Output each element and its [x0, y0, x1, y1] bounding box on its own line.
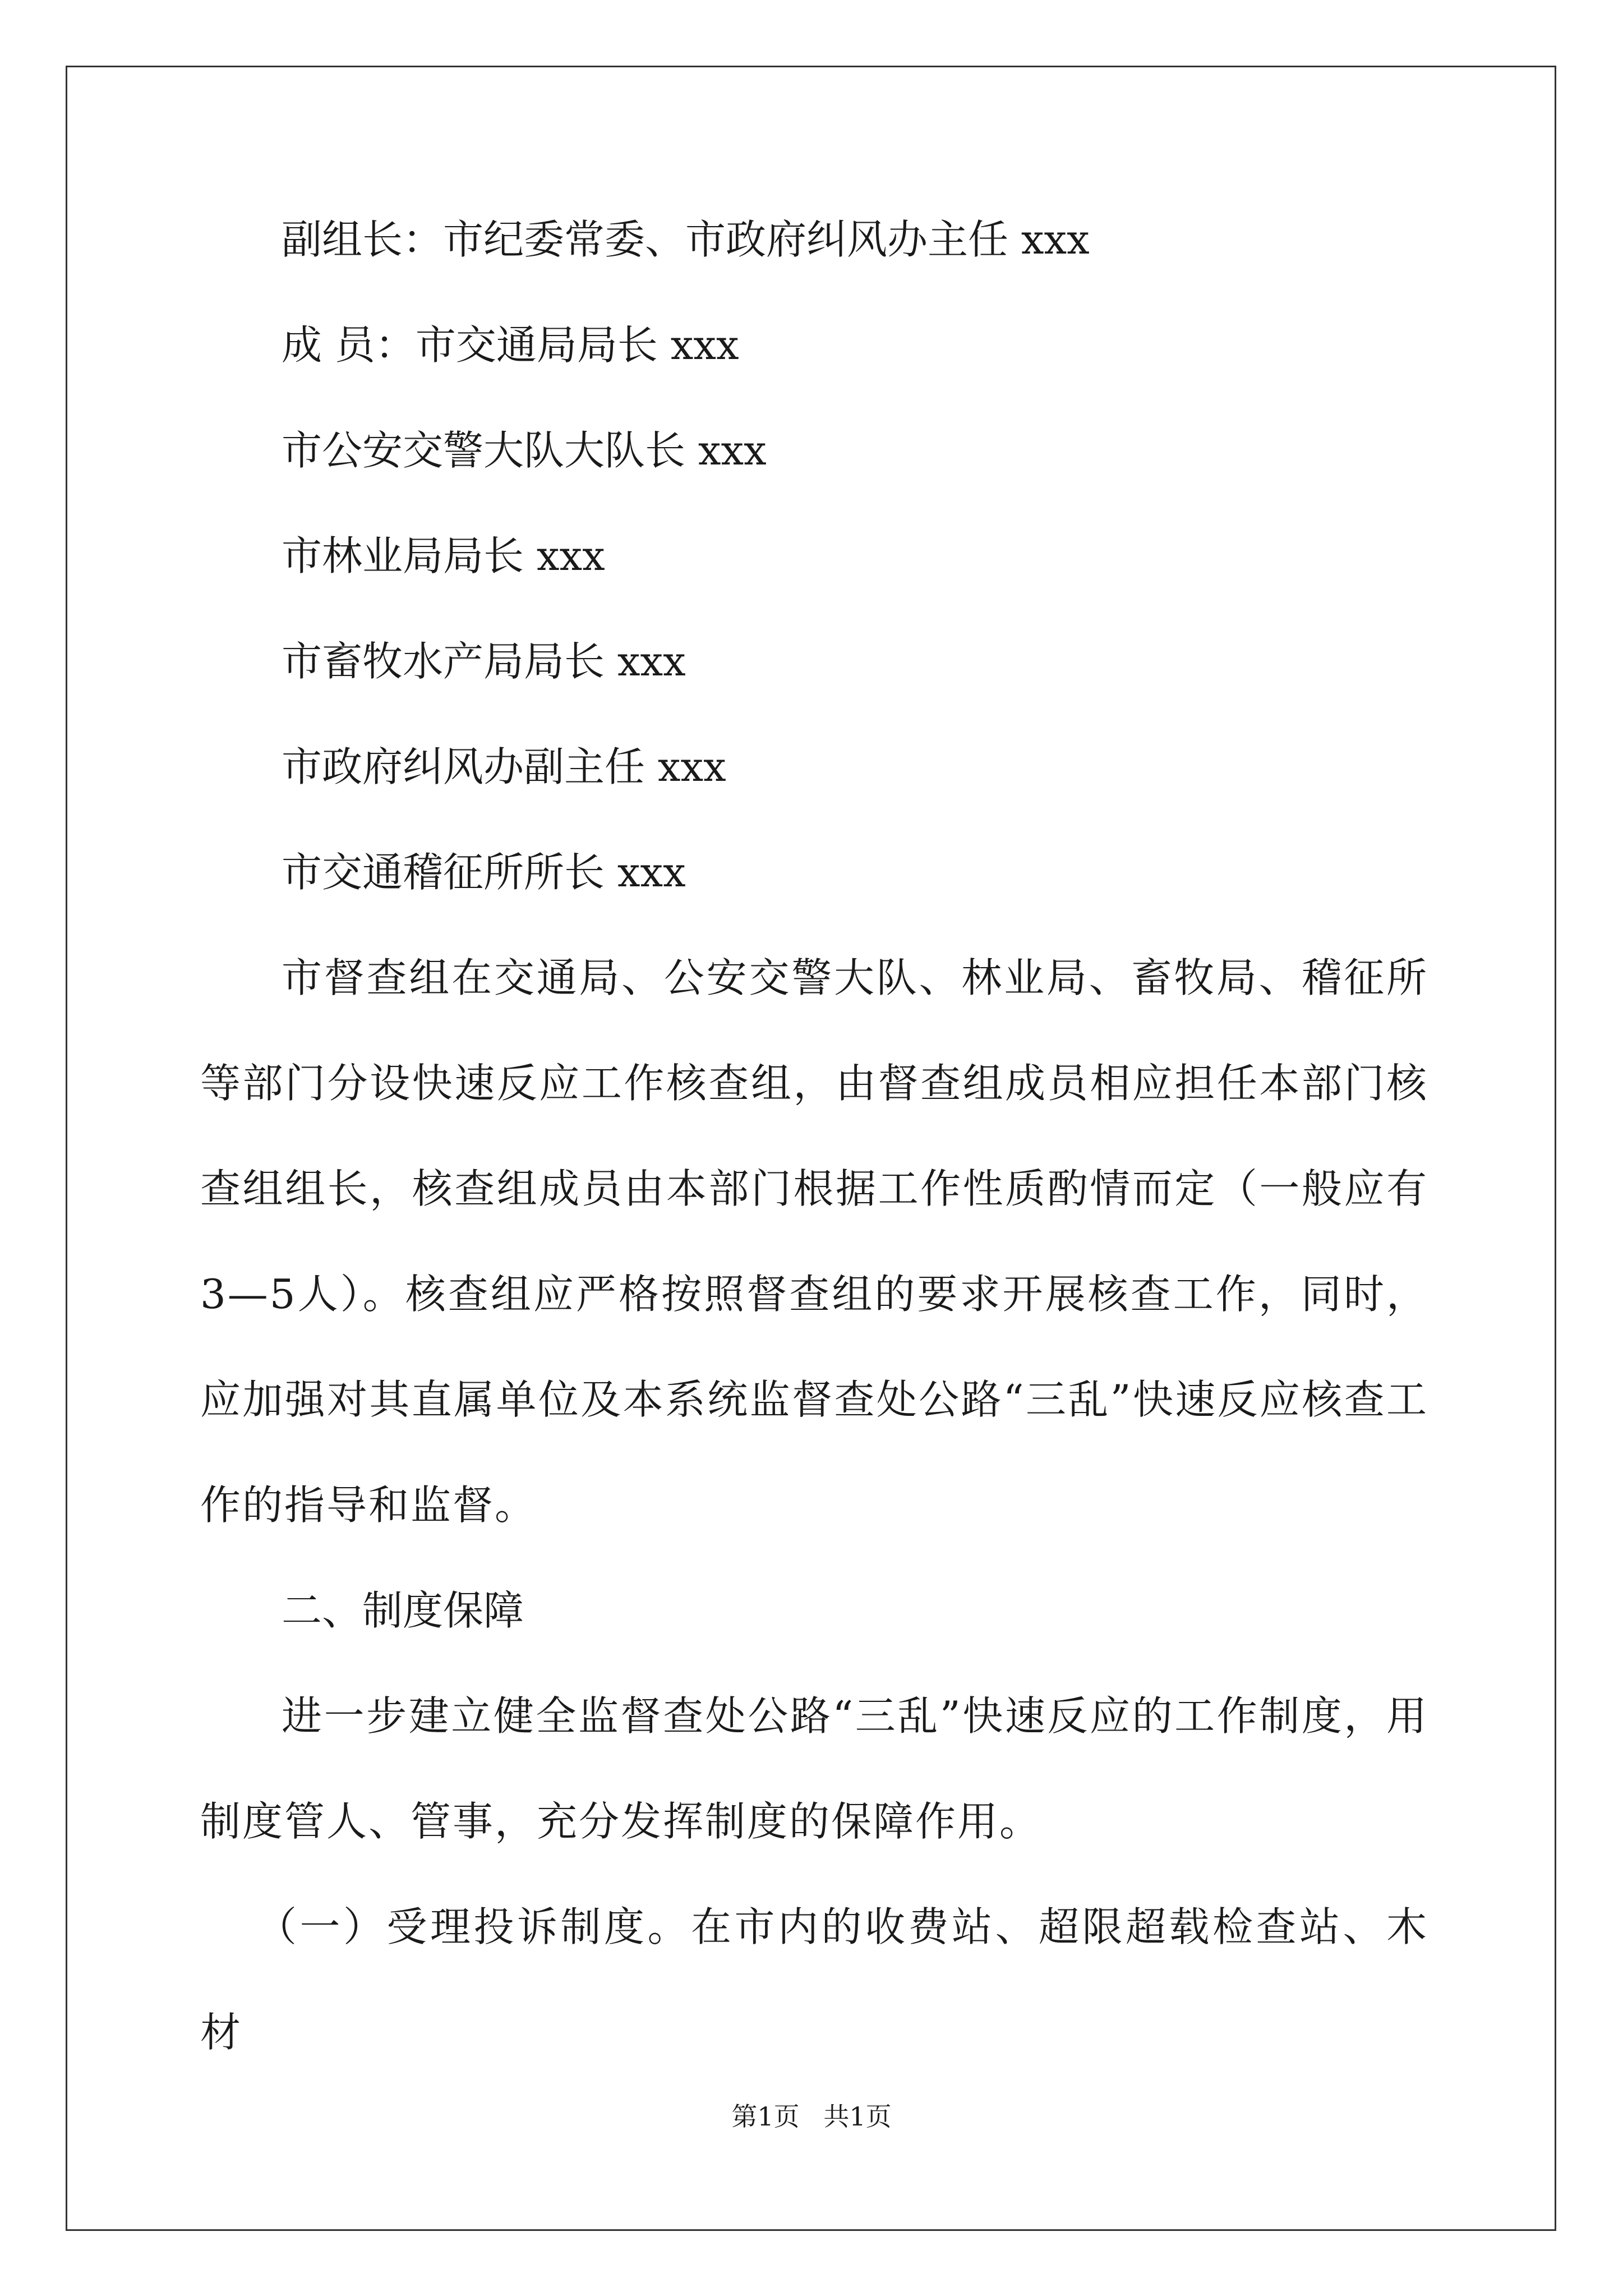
page-footer: [0, 2101, 1623, 2132]
page-number-total: 共1页: [823, 2101, 892, 2132]
text-line-member-forestry: 市林业局局长 xxx: [282, 532, 605, 579]
text-line-member-deputy-director: 市政府纠风办副主任 xxx: [282, 743, 726, 790]
text-line-member-livestock: 市畜牧水产局局长 xxx: [282, 638, 686, 685]
paragraph-inspection-groups: 市督查组在交通局、公安交警大队、林业局、畜牧局、稽征所等部门分设快速反应工作核查组，由督查组成员相应担任本部门核查组组长，核查组成员由本部门根据工作性质酌情而定（一般应有3—5人）。核查组应严格按照督查组的要求开展核查工作，同时，应加强对其直属单位及本系统监督查处公路“三乱”快速反应核查工作的指导和监督。: [200, 954, 1428, 1529]
text-line-deputy-leader: 副组长：市纪委常委、市政府纠风办主任 xxx: [282, 216, 1090, 263]
paragraph-system-intro: 进一步建立健全监督查处公路“三乱”快速反应的工作制度，用制度管人、管事，充分发挥制度的保障作用。: [200, 1692, 1428, 1845]
page-number-current: 第1页: [731, 2101, 800, 2132]
document-body: [200, 213, 1428, 2085]
text-line-member-police: 市公安交警大队大队长 xxx: [282, 427, 767, 474]
text-line-member-toll: 市交通稽征所所长 xxx: [282, 849, 686, 896]
section-heading-system-guarantee: 二、制度保障: [282, 1587, 524, 1634]
text-line-members: 成 员：市交通局局长 xxx: [282, 321, 739, 369]
paragraph-complaint-system: （一）受理投诉制度。在市内的收费站、超限超载检查站、木材: [200, 1903, 1428, 2056]
